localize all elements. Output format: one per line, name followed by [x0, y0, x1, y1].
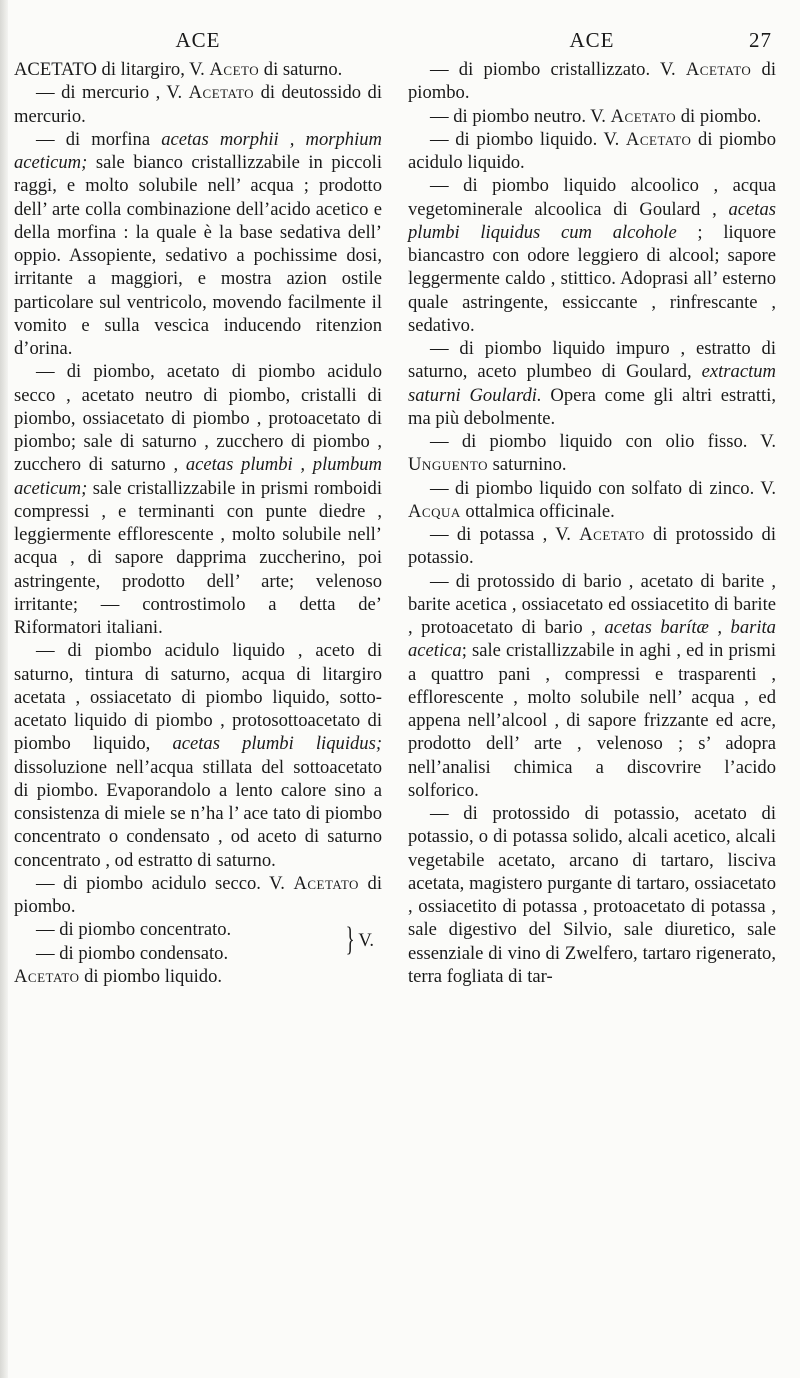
entry-acetato-morfina: — di morfina acetas morphii , morphium aceticum; sale bianco cristallizzabile in piccoli raggi, e molto solubile nell’ acqua ; prodotto dell’ arte colla combinazione dell’acido acetico e della morfina : la quale è la base sedativa dell’ oppio. Assopiente, sedativo a pochissime dosi, irritante a maggiori, e mostra azion ostile particolare sul ventricolo, movendo facilmente il vomito e sulla vescica inducendo ritenzion d’orina. [14, 128, 382, 359]
brace-reference [342, 918, 382, 964]
left-column-text [14, 58, 382, 988]
right-header-text: ACE [569, 28, 615, 52]
page-gutter-shadow [0, 0, 8, 1378]
brace-icon: } [345, 921, 355, 959]
brace-ref-text: V. [358, 930, 375, 952]
entry-protossido-potassio: — di protossido di potassio, acetato di potassio, o di potassa solido, alcali acetico, alcali vegetabile acetato, arcano di tartaro, lisciva acetata, magistero purgante di tartaro, ossiacetato , ossiacetito di potassa , protoacetato di potassa , sale digestivo del Silvio, sale diuretico, sale essenziale di vino di Zwelfero, tartaro rigenerato, terra fogliata di tar- [408, 803, 776, 987]
entry-brace-group [14, 918, 382, 965]
entry-piombo-solfato-zinco: — di piombo liquido con solfato di zinco. V. Acqua ottalmica officinale. [408, 477, 776, 522]
entry-acetato-litargiro: ACETATO di litargiro, V. Aceto di saturno. [14, 59, 343, 80]
left-running-header [14, 28, 382, 58]
entry-acetato-piombo-acidulo-liquido: — di piombo acidulo liquido , aceto di saturno, tintura di saturno, acqua di litargiro acetata , ossiacetato di piombo liquido, sotto-acetato liquido di piombo , protosottoacetato di piombo liquido, acetas plumbi liquidus; dissoluzione nell’acqua stillata del sottoacetato di piombo. Evaporandolo a lento calore sino a consistenza di miele se n’ha l’ ace tato di piombo concentrato o condensato , od aceto di saturno concentrato , od estratto di saturno. [14, 640, 383, 871]
entry-piombo-liquido: — di piombo liquido. V. Acetato di piombo acidulo liquido. [408, 128, 777, 173]
entry-piombo-liquido-alcoolico: — di piombo liquido alcoolico , acqua vegetominerale alcoolica di Goulard , acetas plumbi liquidus cum alcohole ; liquore biancastro con odore leggiero di alcool; sapore leggermente caldo , stittico. Adoprasi all’ esterno quale astringente, essiccante , rinfrescante , sedativo. [408, 175, 776, 336]
page-number: 27 [749, 28, 772, 52]
left-header-text: ACE [175, 28, 221, 52]
entry-piombo-condensato: — di piombo condensato. [36, 942, 229, 964]
entry-piombo-liquido-impuro: — di piombo liquido impuro , estratto di saturno, aceto plumbeo di Goulard, extractum saturni Goulardi. Opera come gli altri estratti, ma più debolmente. [408, 338, 777, 429]
entry-acetato-piombo-acidulo-secco: — di piombo acidulo secco. V. Acetato di piombo. [14, 872, 382, 917]
entry-acetato-piombo: — di piombo, acetato di piombo acidulo secco , acetato neutro di piombo, cristalli di piombo, ossiacetato di piombo , protoacetato di piombo; sale di saturno , zucchero di piombo , zucchero di saturno , acetas plumbi , plumbum aceticum; sale cristallizzabile in prismi romboidi compressi , e terminanti con punte diedre , leggiermente efflorescente , molto solubile nell’ acqua , di sapore dapprima zuccherino, poi astringente, prodotto dell’ arte; velenoso irritante; — controstimolo a detta de’ Riformatori italiani. [14, 361, 382, 638]
entry-potassa: — di potassa , V. Acetato di protossido di potassio. [408, 524, 776, 569]
entry-protossido-bario: — di protossido di bario , acetato di barite , barite acetica , ossiacetato ed ossiacetito di barite , protoacetato di bario , acetas barítæ , barita acetica; sale cristallizzabile in aghi , ed in prismi a quattro pani , compressi e trasparenti , efflorescente , molto solubile nell’ acqua , ed appena nell’alcool , di sapore frizzante ed acre, prodotto dell’ arte , velenoso ; s’ adopra nell’analisi chimica a discovrire l’acido solforico. [408, 570, 776, 801]
entry-acetato-mercurio: — di mercurio , V. Acetato di deutossido di mercurio. [14, 82, 382, 127]
entry-piombo-concentrato: — di piombo concentrato. [36, 919, 232, 941]
entry-piombo-olio-fisso: — di piombo liquido con olio fisso. V. Unguento saturnino. [408, 431, 776, 476]
entry-piombo-cristallizzato: — di piombo cristallizzato. V. Acetato di piombo. [408, 59, 776, 104]
entry-acetato-piombo-liquido-ref: Acetato di piombo liquido. [14, 965, 223, 987]
left-column [14, 28, 382, 988]
entry-piombo-neutro: — di piombo neutro. V. Acetato di piombo. [430, 105, 762, 127]
right-running-header [408, 28, 776, 58]
right-column-text [408, 58, 776, 988]
right-column [408, 28, 776, 988]
